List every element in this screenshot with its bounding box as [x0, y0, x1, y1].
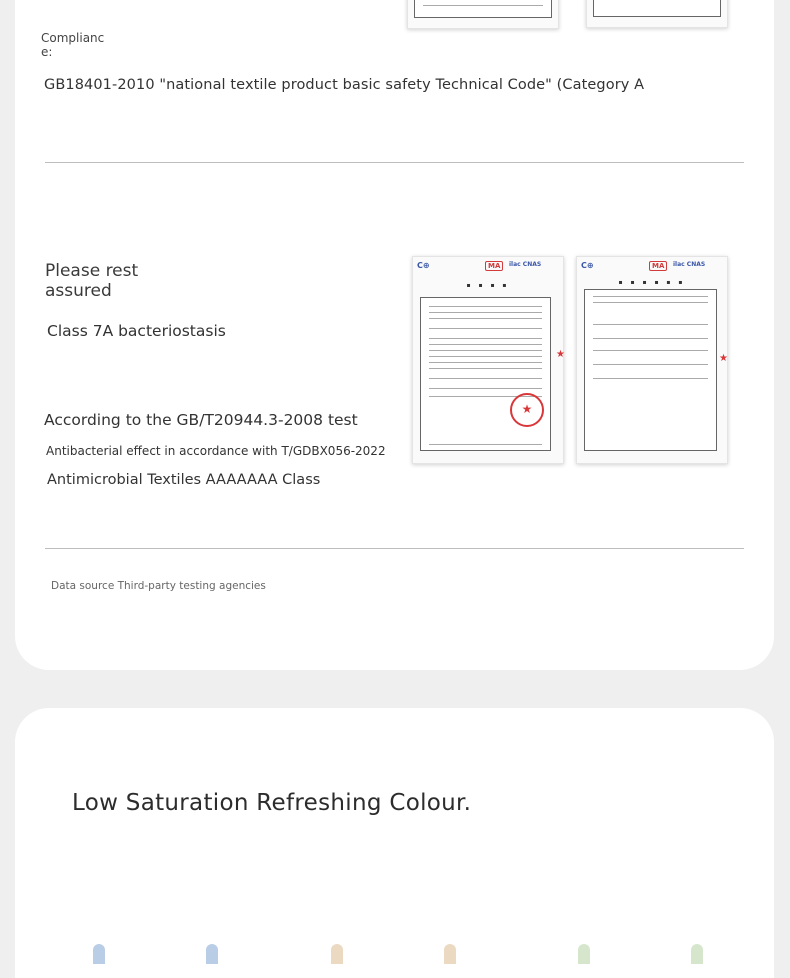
divider [45, 548, 744, 549]
cnas-mark-icon: ilac CNAS [673, 261, 706, 268]
colour-swatch-beige[interactable] [444, 944, 456, 964]
report-title-icon: ▪ ▪ ▪ ▪ ▪ ▪ [618, 279, 686, 286]
colour-section-heading: Low Saturation Refreshing Colour. [72, 790, 472, 816]
report-thumbnail-top-left[interactable] [407, 0, 559, 29]
assurance-heading: Please rest assured [45, 261, 139, 301]
antimicrobial-class-text: Antimicrobial Textiles AAAAAAA Class [47, 472, 321, 488]
bacteriostasis-grade: Class 7A bacteriostasis [47, 322, 226, 340]
compliance-card [15, 0, 774, 670]
data-source-note: Data source Third-party testing agencies [51, 580, 266, 592]
colour-swatch-blue[interactable] [206, 944, 218, 964]
star-icon: ★ [719, 353, 728, 364]
stamp-icon: ★ [510, 393, 544, 427]
lab-logo-icon: C⊕ [417, 261, 430, 270]
star-icon: ★ [556, 349, 565, 360]
test-report-image-2[interactable] [576, 256, 728, 464]
ma-mark-icon: MA [485, 261, 503, 271]
colour-swatch-green[interactable] [578, 944, 590, 964]
colour-swatch-beige[interactable] [331, 944, 343, 964]
ma-mark-icon: MA [649, 261, 667, 271]
test-report-image-1[interactable] [412, 256, 564, 464]
compliance-standard-text: GB18401-2010 "national textile product basic safety Technical Code" (Category A [44, 77, 645, 93]
divider [45, 162, 744, 163]
report-thumbnail-top-right[interactable] [586, 0, 728, 28]
lab-logo-icon: C⊕ [581, 261, 594, 270]
test-standard-text: According to the GB/T20944.3-2008 test [44, 411, 358, 429]
colour-swatch-blue[interactable] [93, 944, 105, 964]
compliance-label: Compliance: [41, 31, 105, 59]
colour-card [15, 708, 774, 978]
colour-swatch-green[interactable] [691, 944, 703, 964]
antibacterial-effect-text: Antibacterial effect in accordance with T/GDBX056-2022 [46, 444, 386, 458]
report-title-icon: ▪ ▪ ▪ ▪ [466, 282, 510, 289]
cnas-mark-icon: ilac CNAS [509, 261, 542, 268]
